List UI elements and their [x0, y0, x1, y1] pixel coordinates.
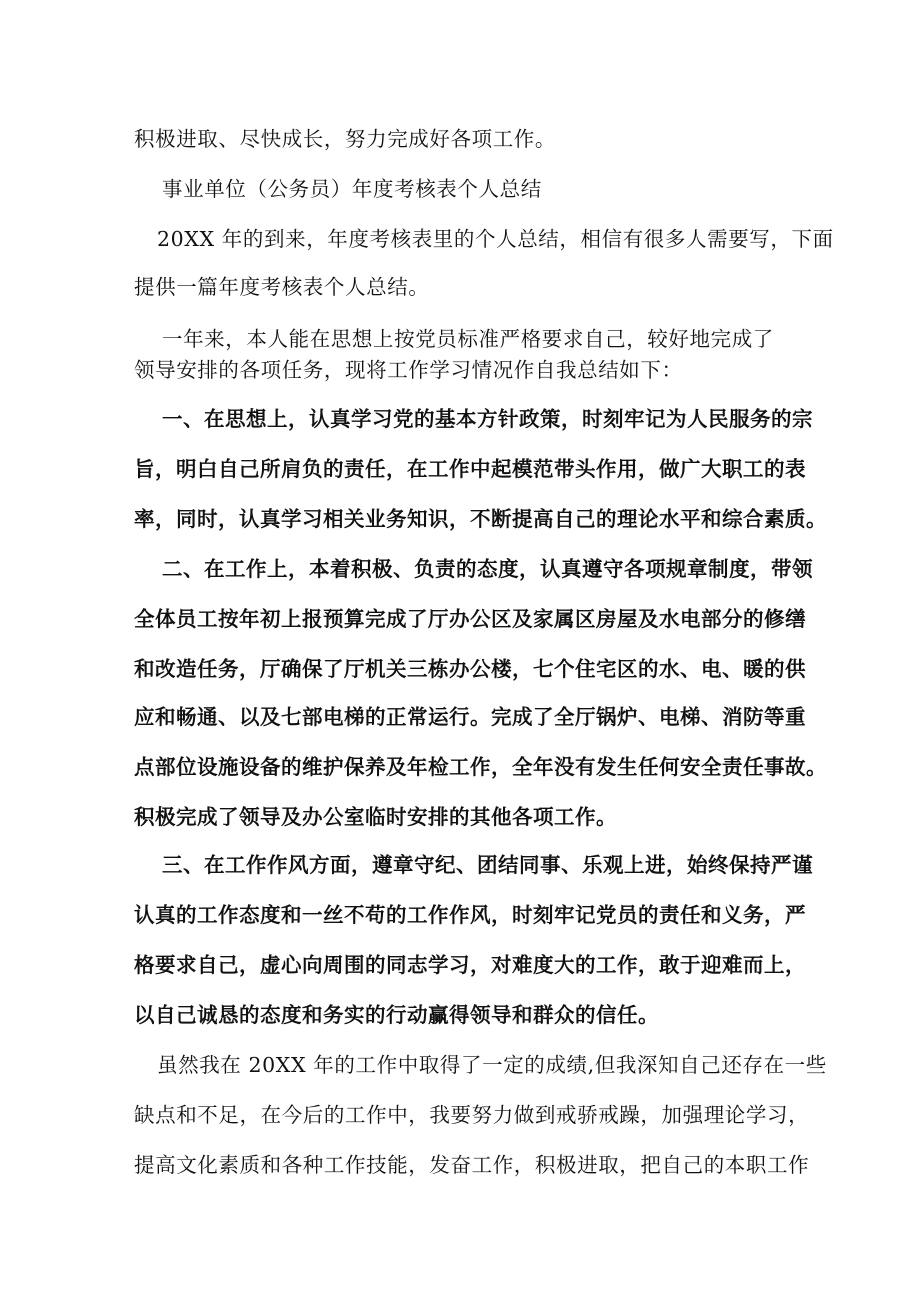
- bold-text-line: 格要求自己，虚心向周围的同志学习，对难度大的工作，敢于迎难而上，: [134, 953, 806, 977]
- text-line: 领导安排的各项任务，现将工作学习情况作自我总结如下：: [134, 358, 683, 382]
- text-line: 提高文化素质和各种工作技能，发奋工作，积极进取，把自己的本职工作: [134, 1153, 810, 1177]
- text-line: 提供一篇年度考核表个人总结。: [134, 275, 430, 299]
- text-line: 虽然我在 20XX 年的工作中取得了一定的成绩,但我深知自己还存在一些: [157, 1053, 827, 1077]
- bold-text-line: 点部位设施设备的维护保养及年检工作，全年没有发生任何安全责任事故。: [134, 755, 827, 779]
- bold-text-line: 应和畅通、以及七部电梯的正常运行。完成了全厅锅炉、电梯、消防等重: [134, 705, 806, 729]
- bold-text-line: 认真的工作态度和一丝不苟的工作作风，时刻牢记党员的责任和义务，严: [134, 903, 806, 927]
- bold-text-line: 二、在工作上，本着积极、负责的态度，认真遵守各项规章制度，带领: [162, 557, 813, 581]
- bold-text-line: 积极完成了领导及办公室临时安排的其他各项工作。: [134, 805, 617, 829]
- bold-text-line: 以自己诚恳的态度和务实的行动赢得领导和群众的信任。: [134, 1003, 659, 1027]
- text-line: 20XX 年的到来，年度考核表里的个人总结，相信有很多人需要写，下面: [157, 227, 834, 251]
- bold-text-line: 一、在思想上，认真学习党的基本方针政策，时刻牢记为人民服务的宗: [162, 407, 813, 431]
- bold-text-line: 率，同时，认真学习相关业务知识，不断提高自己的理论水平和综合素质。: [134, 507, 827, 531]
- text-line: 一年来，本人能在思想上按党员标准严格要求自己，较好地完成了: [162, 327, 774, 351]
- bold-text-line: 和改造任务，厅确保了厅机关三栋办公楼，七个住宅区的水、电、暖的供: [134, 657, 806, 681]
- text-line: 缺点和不足，在今后的工作中，我要努力做到戒骄戒躁，加强理论学习，: [134, 1103, 810, 1127]
- bold-text-line: 三、在工作作风方面，遵章守纪、团结同事、乐观上进，始终保持严谨: [162, 853, 813, 877]
- bold-text-line: 旨，明白自己所肩负的责任，在工作中起模范带头作用，做广大职工的表: [134, 457, 806, 481]
- bold-text-line: 全体员工按年初上报预算完成了厅办公区及家属区房屋及水电部分的修缮: [134, 607, 806, 631]
- section-title: 事业单位（公务员）年度考核表个人总结: [162, 177, 542, 201]
- text-line: 积极进取、尽快成长，努力完成好各项工作。: [134, 127, 556, 151]
